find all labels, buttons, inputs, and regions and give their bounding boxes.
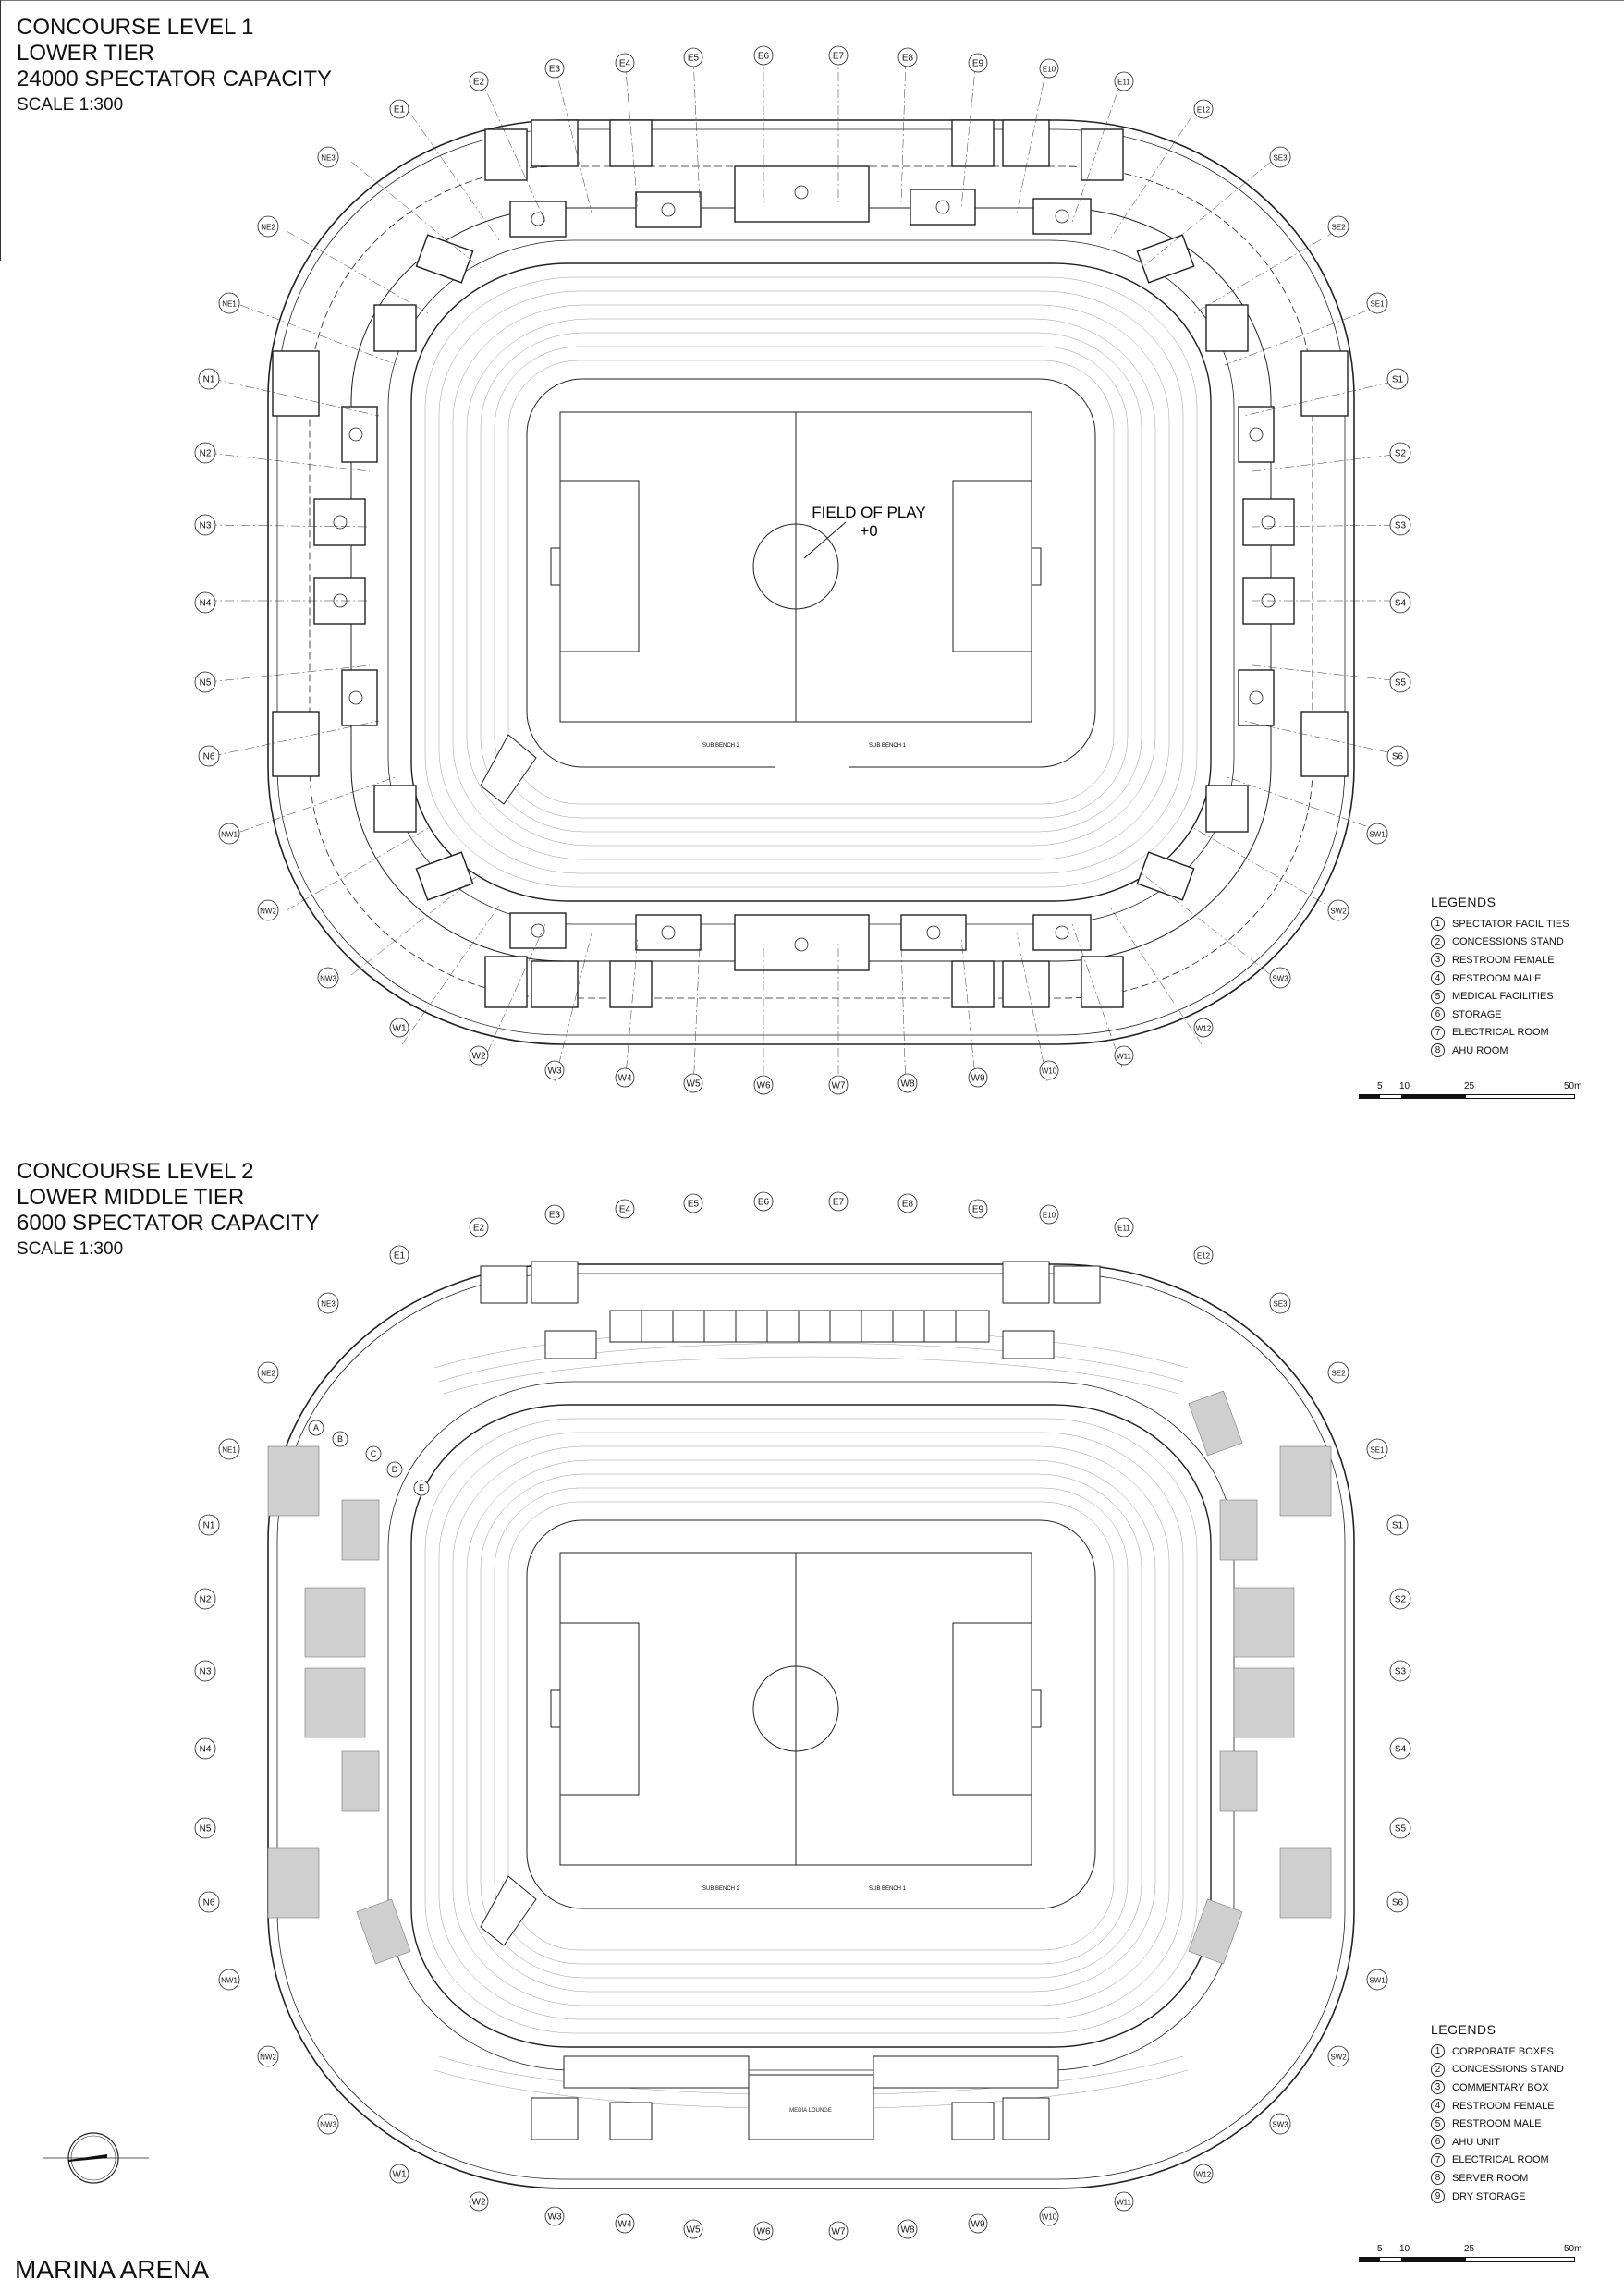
legend-item: 1 SPECTATOR FACILITIES (1431, 915, 1569, 933)
grid-label: W1 (392, 2169, 407, 2180)
grid-label: SW1 (1369, 1976, 1386, 1985)
grid-label: E8 (901, 1199, 914, 1210)
ring-markers (309, 1420, 429, 1495)
grid-label: SW2 (1330, 2053, 1347, 2062)
scale-bar: 5 10 25 50m (1359, 1081, 1581, 1103)
ring-marker-b: B (336, 1434, 344, 1444)
ring-marker-c: C (370, 1449, 377, 1458)
ring-marker-a: A (312, 1423, 320, 1432)
grid-label: E1 (393, 104, 406, 116)
grid-label: NE1 (222, 299, 237, 309)
grid-label: E4 (618, 1204, 631, 1215)
plan-capacity: 24000 SPECTATOR CAPACITY (17, 67, 333, 91)
grid-label: E2 (472, 77, 485, 88)
grid-label: W2 (471, 1051, 486, 1062)
room-tags (334, 186, 1275, 951)
grid-label: E6 (757, 1197, 770, 1208)
plan-legend (1431, 895, 1569, 1060)
grid-label: E5 (687, 1199, 700, 1210)
legend-item: 5 MEDICAL FACILITIES (1431, 987, 1569, 1006)
grid-label: NW1 (221, 1976, 238, 1985)
grid-label: NE3 (321, 153, 336, 163)
grid-label: W3 (547, 2212, 562, 2223)
grid-label: W11 (1117, 2198, 1131, 2207)
legend-item: 3 RESTROOM FEMALE (1431, 951, 1569, 969)
legend-item: 8 AHU ROOM (1431, 1042, 1569, 1060)
plan-title: CONCOURSE LEVEL 1 (17, 15, 254, 40)
stadium-floor-plan-drawing (0, 1146, 1624, 2292)
grid-label: W5 (686, 1079, 701, 1090)
grid-label: W6 (756, 2226, 771, 2237)
grid-label: E3 (548, 1210, 561, 1221)
legend-item: 8 SERVER ROOM (1431, 2169, 1564, 2188)
ring-marker-e: E (418, 1483, 425, 1493)
corporate-boxes-north (481, 1262, 1100, 1359)
concourse-rooms (273, 120, 1348, 1007)
plan-legend (1431, 2022, 1564, 2205)
grid-label: N4 (199, 598, 212, 609)
legend-item: 5 RESTROOM MALE (1431, 2115, 1564, 2133)
grid-label: N5 (199, 1823, 212, 1835)
grid-label: S5 (1394, 1823, 1407, 1835)
grid-label: S1 (1391, 1520, 1404, 1531)
legend-item: 4 RESTROOM FEMALE (1431, 2097, 1564, 2115)
sub-bench-1-label: SUB BENCH 1 (868, 1886, 907, 1892)
grid-label: NW2 (260, 2053, 276, 2062)
grid-label: E7 (832, 51, 845, 62)
legend-item: 2 CONCESSIONS STAND (1431, 933, 1569, 952)
seating-bowl-outer (411, 263, 1211, 901)
grid-label: S2 (1394, 1594, 1407, 1605)
grid-label: E12 (1196, 105, 1211, 115)
grid-label: S4 (1394, 1744, 1407, 1755)
grid-label: E2 (472, 1223, 485, 1234)
grid-label: E9 (971, 58, 984, 69)
field-of-play (551, 412, 1041, 722)
plan-tier: LOWER MIDDLE TIER (17, 1185, 245, 1210)
grid-label: SW1 (1369, 830, 1386, 839)
sub-bench-1-label: SUB BENCH 1 (868, 743, 907, 749)
plan-title: CONCOURSE LEVEL 2 (17, 1159, 254, 1184)
grid-label: NE2 (261, 223, 275, 232)
grid-label: E7 (832, 1197, 845, 1208)
grid-label: N2 (199, 1594, 212, 1605)
legend-item: 3 COMMENTARY BOX (1431, 2079, 1564, 2097)
grid-label: S3 (1394, 1666, 1407, 1677)
grid-label: W9 (971, 1073, 985, 1084)
grid-label: SE3 (1273, 1299, 1288, 1309)
grid-label: W9 (971, 2219, 985, 2230)
project-title: MARINA ARENA (15, 2255, 210, 2284)
legend-item: 6 STORAGE (1431, 1006, 1569, 1024)
grid-label: W11 (1117, 1052, 1131, 1061)
inner-concourse-ring (388, 240, 1234, 924)
grid-label: NW1 (221, 830, 238, 839)
plan-scale: SCALE 1:300 (17, 95, 124, 115)
grid-label: E3 (548, 64, 561, 75)
grid-label: S5 (1394, 677, 1407, 689)
legend-item: 7 ELECTRICAL ROOM (1431, 2152, 1564, 2170)
field-of-play-label: FIELD OF PLAY (812, 504, 926, 521)
grid-label: E11 (1117, 78, 1130, 87)
scale-bar: 5 10 25 50m (1359, 2244, 1581, 2266)
media-lounge-label: MEDIA LOUNGE (789, 2108, 832, 2114)
plan-capacity: 6000 SPECTATOR CAPACITY (17, 1211, 320, 1236)
grid-label: W4 (617, 2219, 632, 2230)
grid-label: N4 (199, 1744, 212, 1755)
legend-item: 1 CORPORATE BOXES (1431, 2042, 1564, 2061)
grid-label: SE2 (1331, 1369, 1346, 1378)
grid-label: W12 (1195, 2170, 1212, 2179)
grid-label: NE3 (321, 1299, 336, 1309)
grid-label: E11 (1117, 1224, 1130, 1233)
grid-label: E4 (618, 58, 631, 69)
ring-marker-d: D (391, 1465, 398, 1474)
grid-label: SE1 (1370, 299, 1385, 309)
grid-label: E5 (687, 53, 700, 64)
plan-tier: LOWER TIER (17, 41, 154, 66)
grid-label: N6 (202, 1897, 215, 1908)
legend-title: LEGENDS (1431, 2022, 1496, 2037)
concourse-level-2-plan (0, 1146, 1624, 2292)
grid-label: E12 (1196, 1251, 1211, 1261)
grid-label: W7 (831, 1080, 846, 1091)
grid-label: E10 (1042, 1211, 1056, 1220)
grid-label: S1 (1391, 374, 1404, 385)
grid-label: N1 (202, 1520, 215, 1531)
grid-label: W8 (900, 2225, 915, 2236)
north-arrow-icon (43, 2116, 153, 2200)
grid-label: NW3 (320, 974, 336, 983)
grid-label: N2 (199, 448, 212, 459)
sub-bench-2-label: SUB BENCH 2 (702, 743, 740, 749)
grid-label: E9 (971, 1204, 984, 1215)
grid-label: W6 (756, 1080, 771, 1091)
vomitory-south-center (775, 758, 849, 782)
grid-label: S3 (1394, 520, 1407, 531)
grid-label: W8 (900, 1079, 915, 1090)
grid-label: W2 (471, 2197, 486, 2208)
concourse-ring (351, 208, 1271, 961)
grid-label: S4 (1394, 598, 1407, 609)
plan-scale: SCALE 1:300 (17, 1239, 124, 1259)
grid-label: E10 (1042, 65, 1056, 74)
legend-title: LEGENDS (1431, 895, 1496, 909)
grid-label: E8 (901, 53, 914, 64)
grid-label: N1 (202, 374, 215, 385)
grid-label: S2 (1394, 448, 1407, 459)
field-of-play (551, 1553, 1041, 1865)
seating-bowl-inner (527, 379, 1095, 767)
grid-label: SE2 (1331, 223, 1346, 232)
field-level-label: +0 (860, 522, 878, 540)
legend-item: 9 DRY STORAGE (1431, 2188, 1564, 2206)
grid-label: SW2 (1330, 907, 1347, 916)
grid-label: W12 (1195, 1024, 1212, 1033)
grid-label: S6 (1391, 751, 1404, 762)
grid-label: W7 (831, 2226, 846, 2237)
grid-label: SW3 (1272, 974, 1288, 983)
vomitory-sw (481, 735, 536, 804)
grid-label: N3 (199, 520, 212, 531)
grid-label: W5 (686, 2225, 701, 2236)
grid-label: W10 (1041, 2213, 1057, 2222)
grid-label: NW3 (320, 2120, 336, 2129)
grid-label: N3 (199, 1666, 212, 1677)
grid-label: S6 (1391, 1897, 1404, 1908)
grid-label: SE1 (1370, 1445, 1385, 1455)
corporate-boxes-south (531, 2056, 1058, 2140)
legend-item: 7 ELECTRICAL ROOM (1431, 1024, 1569, 1042)
grid-label: NE2 (261, 1369, 275, 1378)
grid-label: W4 (617, 1073, 632, 1084)
grid-label: W1 (392, 1023, 407, 1034)
grid-label: NW2 (260, 907, 276, 916)
grid-label: W3 (547, 1066, 562, 1077)
seating-rows (425, 277, 1197, 887)
grid-label: SW3 (1272, 2120, 1288, 2129)
grid-label: N6 (202, 751, 215, 762)
grid-label: N5 (199, 677, 212, 689)
grid-label: NE1 (222, 1445, 237, 1455)
grid-label: E1 (393, 1250, 406, 1262)
sub-bench-2-label: SUB BENCH 2 (702, 1886, 740, 1892)
grid-label: W10 (1041, 1067, 1057, 1076)
grid-label: SE3 (1273, 153, 1288, 163)
legend-item: 4 RESTROOM MALE (1431, 969, 1569, 988)
seating-rows (425, 1419, 1197, 2033)
legend-item: 2 CONCESSIONS STAND (1431, 2061, 1564, 2079)
legend-item: 6 AHU UNIT (1431, 2133, 1564, 2152)
grid-label: E6 (757, 51, 770, 62)
